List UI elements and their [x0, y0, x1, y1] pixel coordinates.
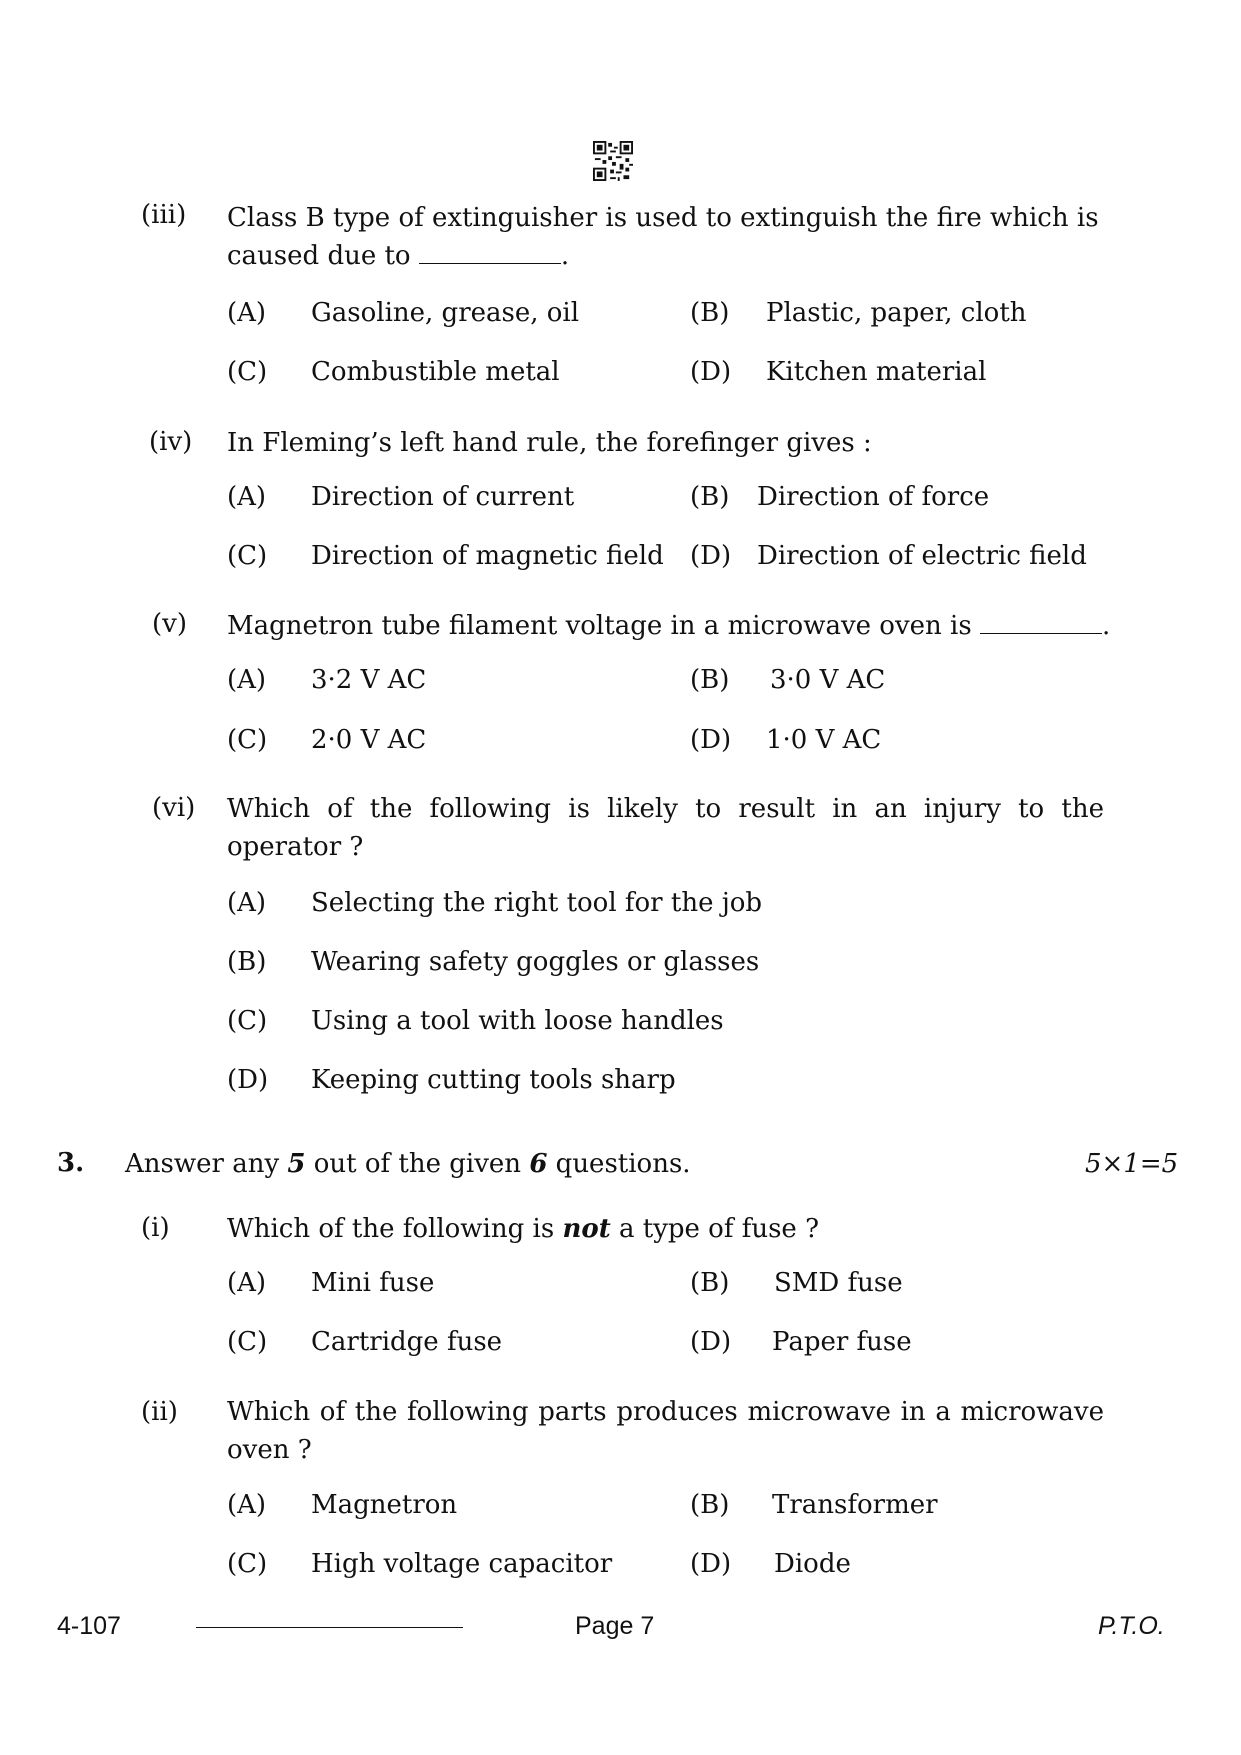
question-text: In Fleming’s left hand rule, the forefinger gives : [227, 428, 872, 458]
question-number: (v) [152, 609, 187, 639]
option-text: Selecting the right tool for the job [311, 888, 763, 918]
question-text: Which of the following is likely to result in an injury to the operator ? [227, 794, 1104, 862]
option-text: Direction of current [311, 482, 575, 512]
option-letter: (D) [690, 1327, 732, 1357]
option-text: 3·2 V AC [311, 665, 427, 695]
option-text: Using a tool with loose handles [311, 1006, 724, 1036]
option-text: Wearing safety goggles or glasses [311, 947, 760, 977]
question-number: 3. [57, 1148, 85, 1178]
instruction-text: questions. [555, 1149, 691, 1179]
question-line-text: caused due to [227, 241, 411, 271]
pto-label: P.T.O. [1098, 1612, 1165, 1640]
option-letter: (C) [227, 1549, 268, 1579]
option-letter: (A) [227, 888, 267, 918]
option-text: Kitchen material [766, 357, 987, 387]
option-text: 1·0 V AC [766, 725, 882, 755]
question-line-text: a type of fuse ? [618, 1214, 820, 1244]
option-letter: (A) [227, 482, 267, 512]
question-line-text: Magnetron tube filament voltage in a microwave oven is [227, 611, 972, 641]
qr-code [593, 141, 633, 181]
question-text [227, 1210, 819, 1248]
option-text: Cartridge fuse [311, 1327, 503, 1357]
emphasis-not: not [562, 1214, 611, 1244]
option-text: Magnetron [311, 1490, 458, 1520]
option-text: Combustible metal [311, 357, 560, 387]
option-letter: (D) [690, 357, 732, 387]
option-text: Plastic, paper, cloth [766, 298, 1027, 328]
option-letter: (B) [690, 482, 730, 512]
question-number: (vi) [152, 793, 196, 823]
option-text: 2·0 V AC [311, 725, 427, 755]
answer-blank [419, 263, 561, 264]
question-text: Which of the following parts produces microwave in a microwave oven ? [227, 1397, 1104, 1465]
option-text: Transformer [772, 1490, 938, 1520]
option-letter: (A) [227, 1490, 267, 1520]
option-letter: (A) [227, 298, 267, 328]
question-instruction [125, 1145, 691, 1183]
option-text: SMD fuse [774, 1268, 903, 1298]
option-text: Paper fuse [772, 1327, 912, 1357]
option-letter: (B) [227, 947, 267, 977]
option-text: Direction of magnetic field [311, 541, 664, 571]
option-letter: (D) [690, 725, 732, 755]
option-letter: (D) [690, 541, 732, 571]
option-text: Mini fuse [311, 1268, 435, 1298]
marks-allocation: 5×1=5 [1085, 1149, 1179, 1179]
instruction-total: 6 [529, 1149, 548, 1179]
option-letter: (B) [690, 1268, 730, 1298]
option-text: High voltage capacitor [311, 1549, 613, 1579]
option-letter: (D) [227, 1065, 269, 1095]
instruction-count: 5 [287, 1149, 306, 1179]
option-letter: (B) [690, 665, 730, 695]
question-text [227, 199, 1104, 275]
page-number: Page 7 [575, 1612, 655, 1640]
footer-rule [196, 1627, 463, 1628]
option-text: 3·0 V AC [770, 665, 886, 695]
option-letter: (B) [690, 1490, 730, 1520]
option-text: Direction of force [757, 482, 990, 512]
option-letter: (C) [227, 1327, 268, 1357]
question-line: Class B type of extinguisher is used to extinguish the fire which is [227, 203, 1099, 233]
instruction-text: Answer any [125, 1149, 280, 1179]
question-end: . [1101, 611, 1111, 641]
question-number: (i) [141, 1213, 170, 1243]
option-letter: (C) [227, 725, 268, 755]
question-line-text: Which of the following is [227, 1214, 555, 1244]
option-text: Gasoline, grease, oil [311, 298, 580, 328]
option-text: Keeping cutting tools sharp [311, 1065, 676, 1095]
option-letter: (D) [690, 1549, 732, 1579]
question-number: (ii) [141, 1397, 178, 1427]
question-end: . [560, 241, 570, 271]
option-letter: (B) [690, 298, 730, 328]
question-line [227, 237, 1104, 275]
option-letter: (A) [227, 665, 267, 695]
paper-code: 4-107 [57, 1612, 121, 1640]
question-text [227, 607, 1110, 645]
question-number: (iv) [149, 427, 193, 457]
option-text: Diode [774, 1549, 851, 1579]
option-letter: (C) [227, 1006, 268, 1036]
instruction-text: out of the given [313, 1149, 522, 1179]
answer-blank [980, 633, 1102, 634]
option-letter: (A) [227, 1268, 267, 1298]
option-text: Direction of electric field [757, 541, 1087, 571]
option-letter: (C) [227, 357, 268, 387]
question-number: (iii) [141, 200, 187, 230]
option-letter: (C) [227, 541, 268, 571]
